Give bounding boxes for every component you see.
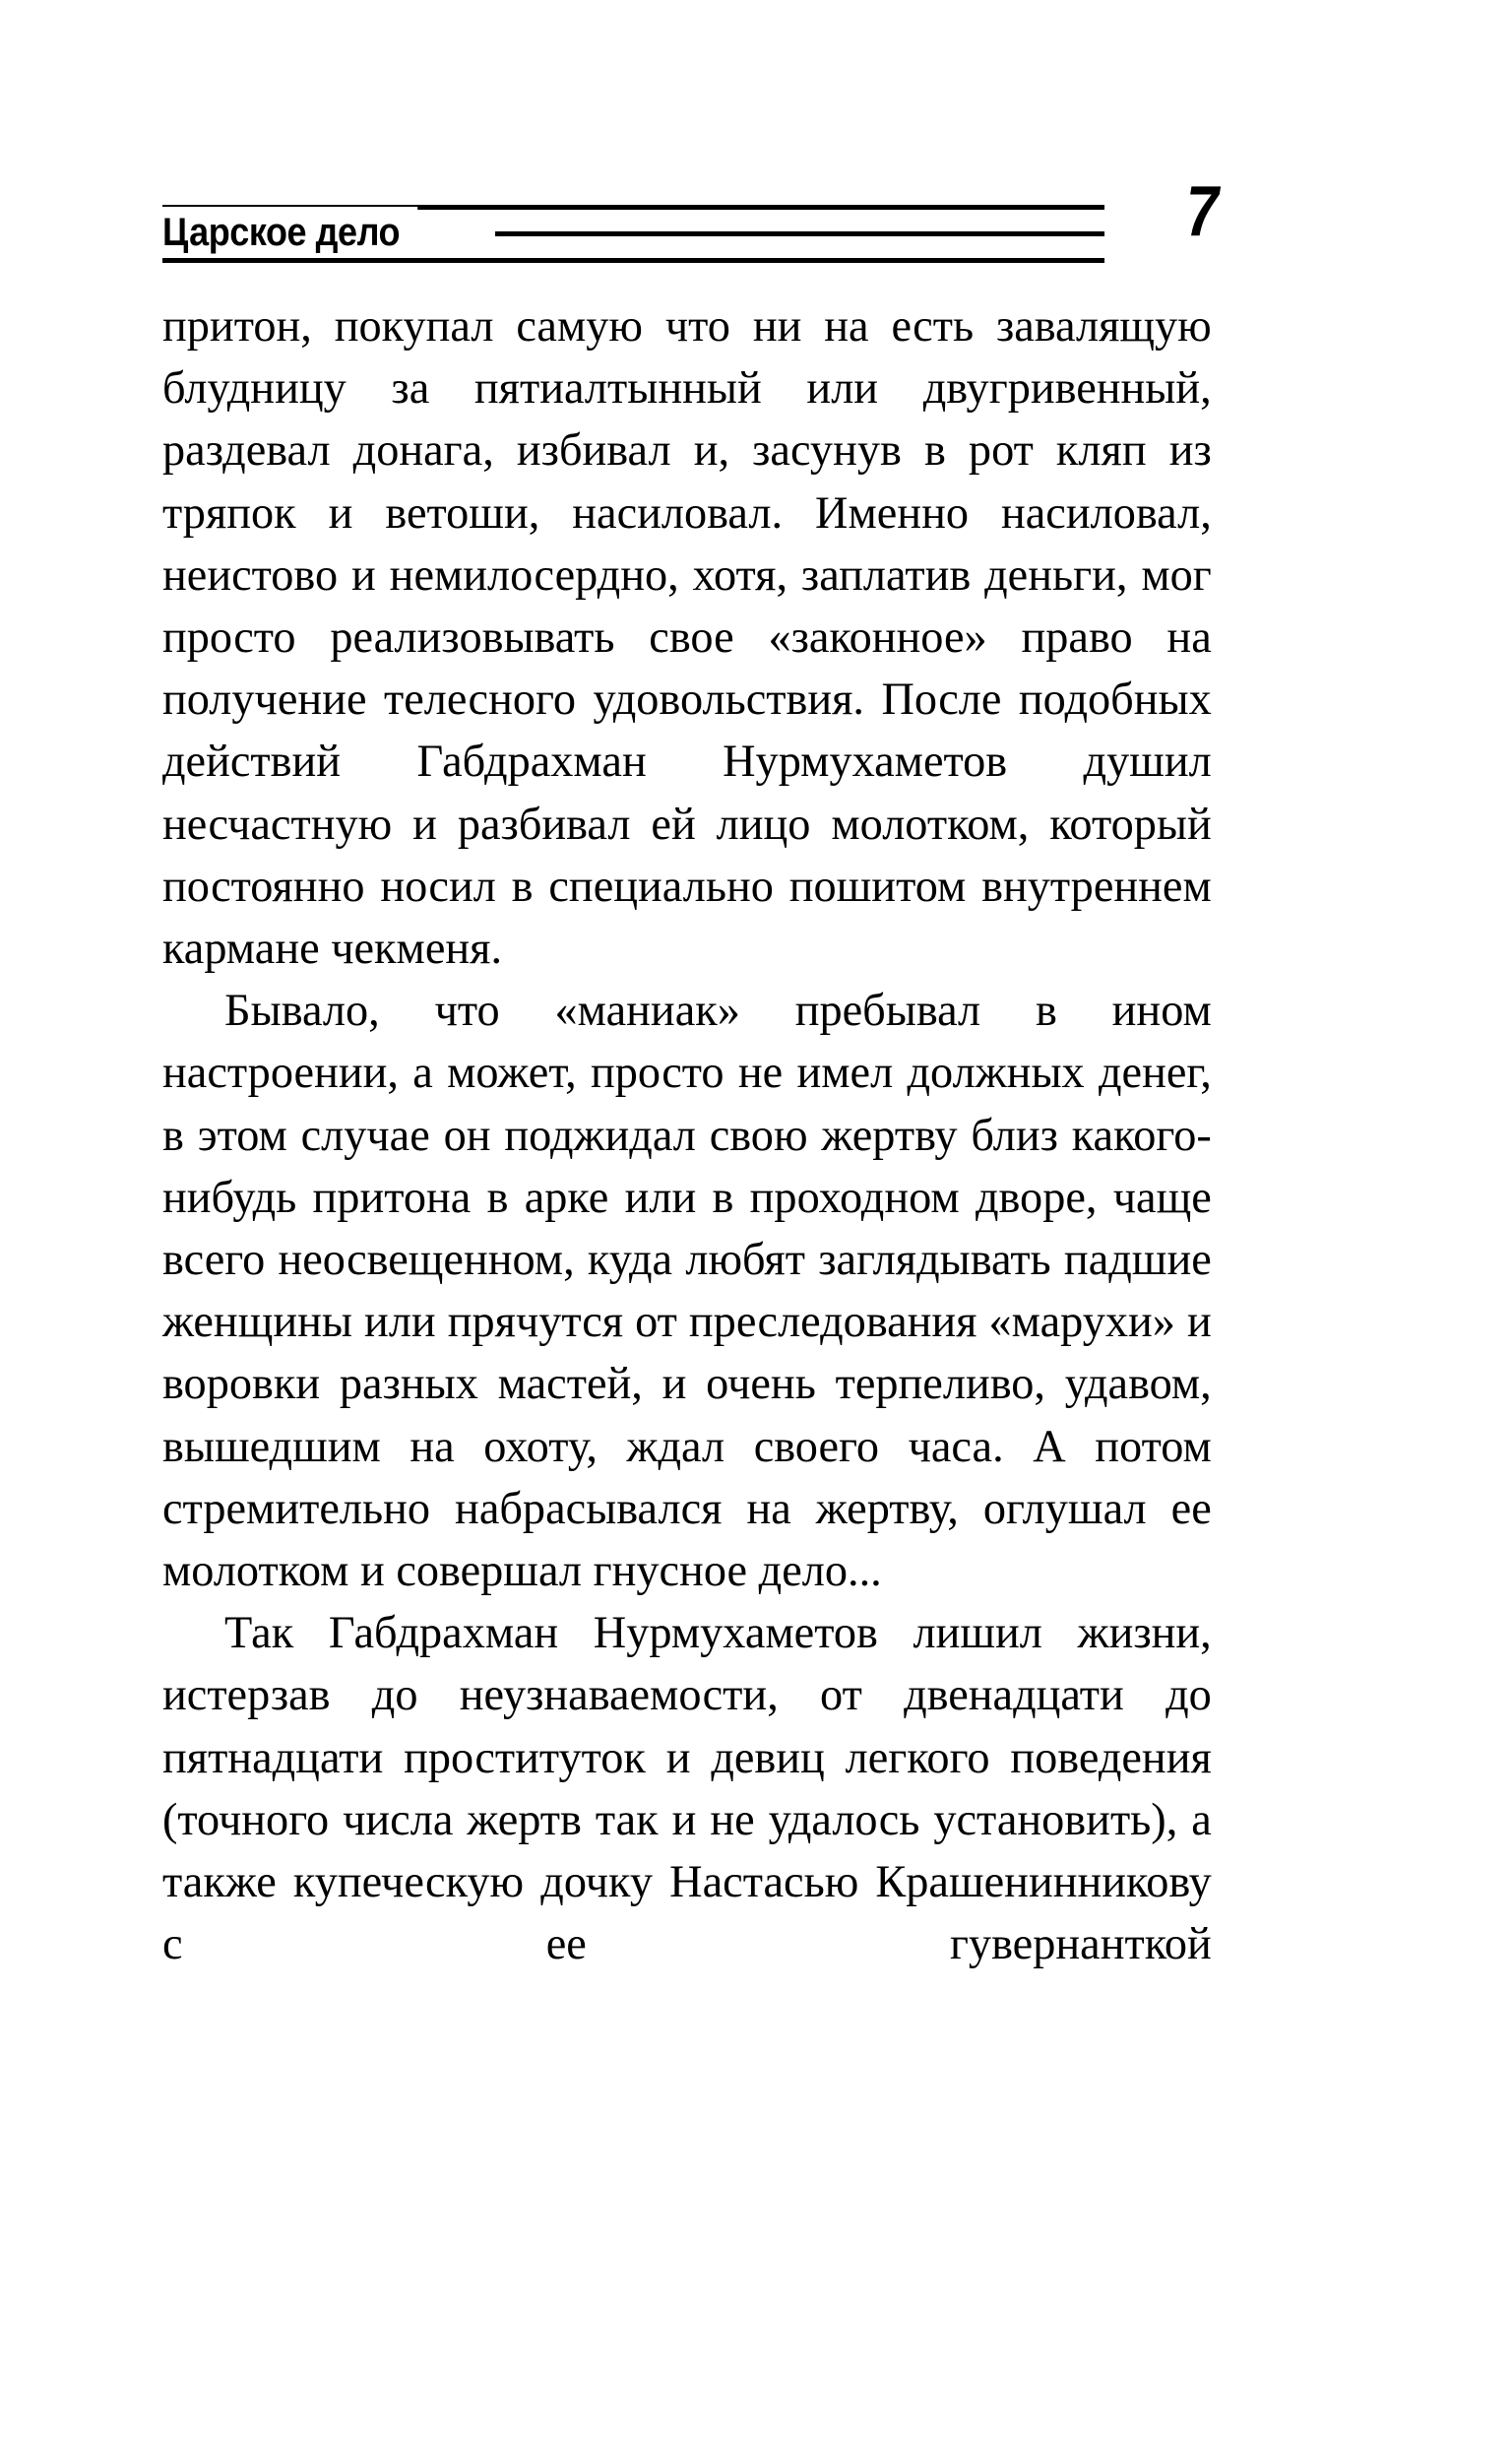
body-text-column [162,295,1212,2038]
running-head [162,185,1354,274]
header-rule-bottom [162,258,1104,263]
page-number: 7 [1186,172,1219,251]
paragraph: притон, покупал самую что ни на есть завалящую блудницу за пятиалтынный или двугривенный, раздевал донага, избивал и, засунув в рот кляп из тряпок и ветоши, насиловал. Именно насиловал, неистово и немилосердно, хотя, заплатив деньги, мог просто реализовывать свое «законное» право на получение телесного удовольствия. После подобных действий Габдрахман Нурмухаметов душил несчастную и разбивал ей лицо молотком, который постоянно носил в специально пошитом внутреннем кармане чекменя. [162,300,1212,975]
running-head-title: Царское дело [162,207,417,258]
paragraph: Бывало, что «маниак» пребывал в ином настроении, а может, просто не имел должных денег, в этом случае он поджидал свою жертву близ какого-нибудь притона в арке или в проходном дворе, чаще всего неосвещенном, куда любят заглядывать падшие женщины или прячутся от преследования «марухи» и воровки разных мастей, и очень терпеливо, удавом, вышедшим на охоту, ждал своего часа. А потом стремительно набрасывался на жертву, оглушал ее молотком и совершал гнусное дело... [162,985,1212,1597]
header-rule-middle [495,231,1104,236]
paragraph: Так Габдрахман Нурмухаметов лишил жизни, истерзав до неузнаваемости, от двенадцати до пятнадцати проституток и девиц легкого поведения (точного числа жертв так и не удалось установить), а также купеческую дочку Настасью Крашенинникову с ее гувернанткой [162,1607,1212,1970]
